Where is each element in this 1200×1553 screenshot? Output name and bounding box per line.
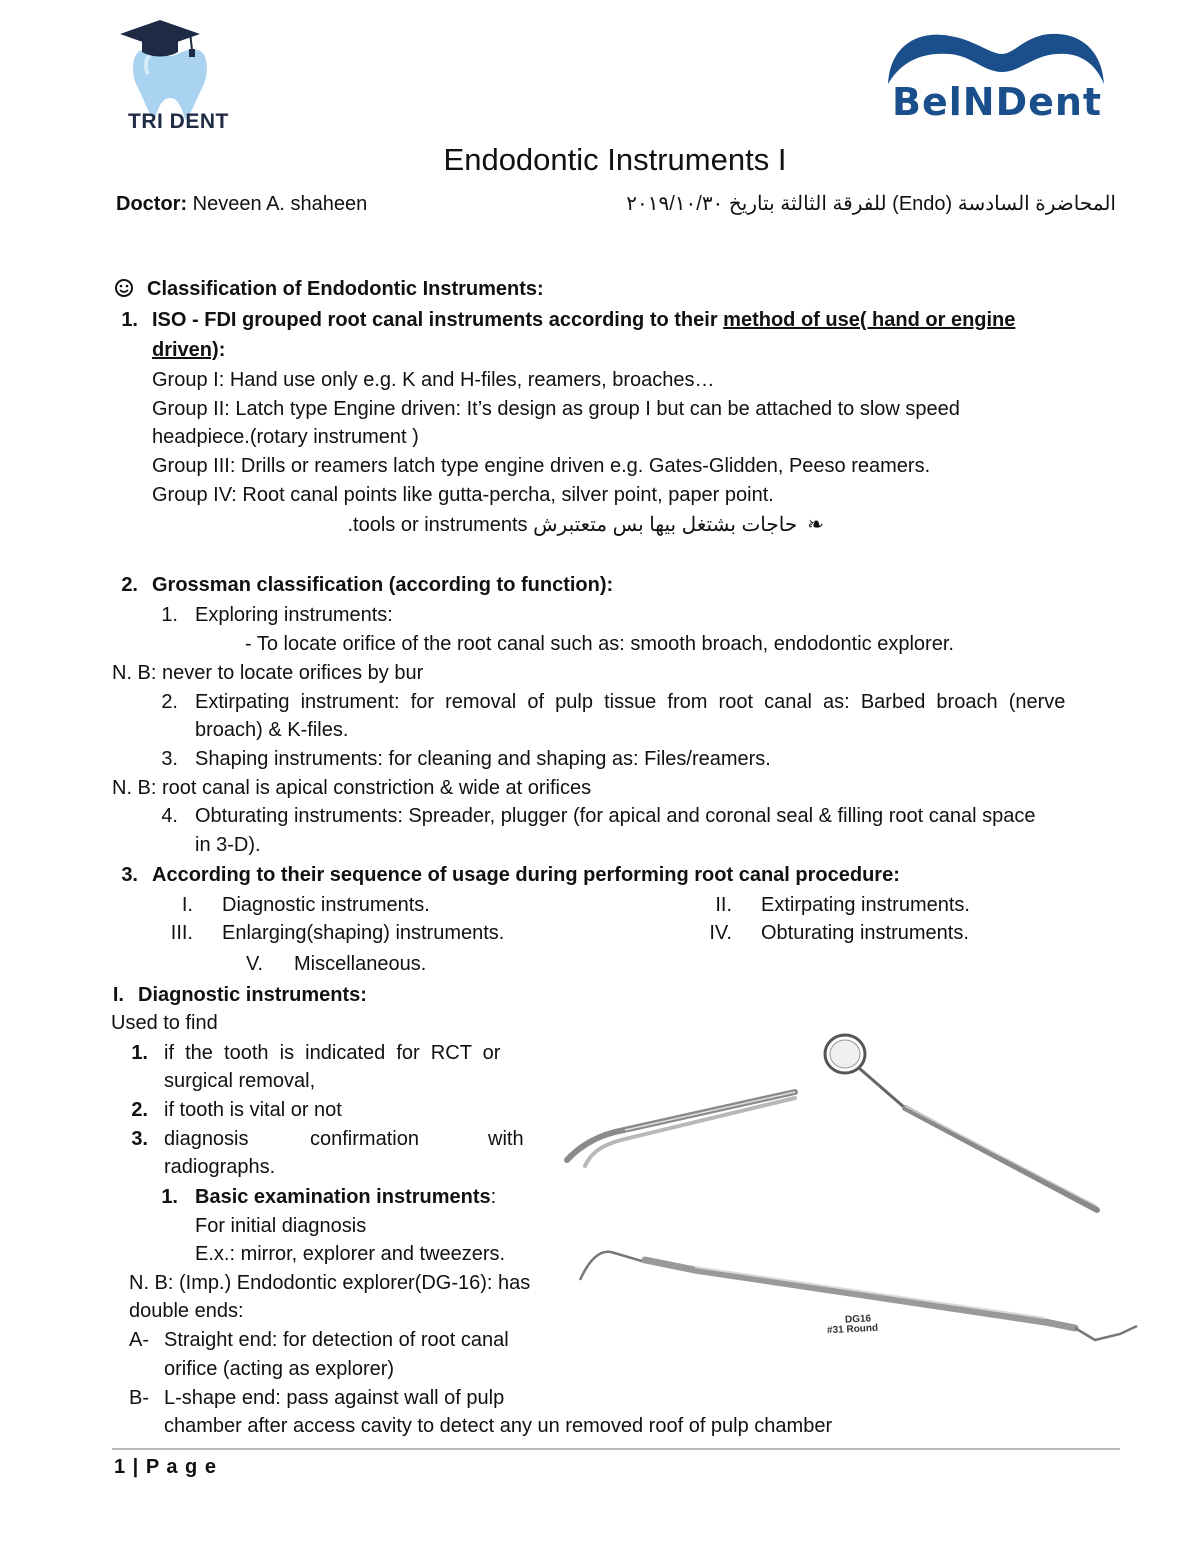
- b-label: B-: [129, 1387, 149, 1409]
- nb-note: N. B: root canal is apical constriction & wide at orifices: [112, 777, 592, 799]
- nb-explorer-line1: N. B: (Imp.) Endodontic explorer(DG-16): has: [129, 1272, 531, 1294]
- roman-number: III.: [170, 922, 193, 944]
- doctor-colon: :: [180, 193, 188, 215]
- diagnostic-item-line1: if tooth is vital or not: [164, 1099, 342, 1121]
- used-to-find: Used to find: [111, 1012, 218, 1034]
- iso-number: 1.: [121, 309, 138, 331]
- group-item: Group II: Latch type Engine driven: It’s design as group I but can be attached to slow speed: [152, 398, 960, 420]
- trident-logo-text: TRI DENT: [128, 110, 229, 133]
- smiley-bullet-icon: [114, 278, 134, 303]
- iso-text: ISO - FDI grouped root canal instruments according to their: [152, 309, 724, 331]
- extirpating-line1: Extirpating instrument: for removal of pulp tissue from root canal as: Barbed broach (nerve: [195, 691, 1066, 713]
- sequence-heading: According to their sequence of usage during performing root canal procedure:: [152, 864, 900, 886]
- exploring-instruments: Exploring instruments:: [195, 604, 393, 626]
- doctor-line: [116, 190, 367, 218]
- roman-number: IV.: [709, 922, 732, 944]
- page-footer: [114, 1456, 217, 1479]
- list-number: 4.: [161, 805, 178, 827]
- sequence-item: Obturating instruments.: [761, 922, 969, 944]
- explorer-label-line1: DG16: [844, 1313, 872, 1326]
- nb-explorer-line2: double ends:: [129, 1300, 244, 1322]
- classification-heading: Classification of Endodontic Instruments:: [147, 278, 544, 300]
- dental-mirror-icon: [815, 1028, 1105, 1218]
- belndent-logo-text: BelNDent: [892, 80, 1103, 124]
- list-number: 1.: [161, 604, 178, 626]
- b-line2: chamber after access cavity to detect any un removed roof of pulp chamber: [164, 1415, 833, 1437]
- diagnostic-item-line2: surgical removal,: [164, 1070, 316, 1092]
- basic-exam-line1: For initial diagnosis: [195, 1215, 367, 1237]
- a-line1: Straight end: for detection of root canal: [164, 1329, 509, 1351]
- arabic-header: المحاضرة السادسة (Endo) للفرقة الثالثة بتاريخ ٢٠١٩/١٠/٣٠: [626, 193, 1116, 215]
- sequence-item: Diagnostic instruments.: [222, 894, 430, 916]
- group-item: Group IV: Root canal points like gutta-percha, silver point, paper point.: [152, 484, 774, 506]
- basic-exam-heading: Basic examination instruments:: [195, 1186, 497, 1208]
- roman-number: I.: [181, 894, 193, 916]
- iso-heading-cont: [152, 336, 225, 364]
- diagnostic-item-line1: if the tooth is indicated for RCT or: [164, 1042, 501, 1064]
- shaping-instruments: Shaping instruments: for cleaning and shaping as: Files/reamers.: [195, 748, 771, 770]
- diagnostic-item-word: with: [488, 1128, 524, 1150]
- extirpating-line2: broach) & K-files.: [195, 719, 349, 741]
- b-line1: L-shape end: pass against wall of pulp: [164, 1387, 505, 1409]
- page-title: Endodontic Instruments I: [443, 142, 787, 177]
- page-number: 1: [114, 1456, 127, 1478]
- diagnostic-item-line2: radiographs.: [164, 1156, 276, 1178]
- iso-underlined-1: method of use( hand or engine: [723, 309, 1016, 331]
- list-number: 1.: [161, 1186, 178, 1208]
- explorer-label-line2: #31 Round: [826, 1322, 879, 1337]
- iso-colon: :: [218, 339, 226, 361]
- leaf-bullet-icon: ❧: [807, 514, 824, 536]
- explorer-image: [575, 1240, 1145, 1350]
- list-number: 3.: [131, 1128, 148, 1150]
- diagnostic-heading: Diagnostic instruments:: [138, 984, 367, 1006]
- list-number: 2.: [131, 1099, 148, 1121]
- list-number: 1.: [131, 1042, 148, 1064]
- diagnostic-item-word: confirmation: [310, 1128, 419, 1150]
- iso-heading: [152, 306, 1015, 334]
- basic-exam-line2: E.x.: mirror, explorer and tweezers.: [195, 1243, 506, 1265]
- nb-note: N. B: never to locate orifices by bur: [112, 662, 424, 684]
- group-item: headpiece.(rotary instrument ): [152, 426, 419, 448]
- tweezers-image: [555, 1080, 805, 1170]
- list-number: 2.: [161, 691, 178, 713]
- obturating-line1: Obturating instruments: Spreader, plugger (for apical and coronal seal & filling root canal space: [195, 805, 1036, 827]
- exploring-detail: - To locate orifice of the root canal such as: smooth broach, endodontic explorer.: [245, 633, 954, 655]
- sequence-item: Extirpating instruments.: [761, 894, 970, 916]
- roman-number: V.: [245, 953, 263, 975]
- mirror-image: [815, 1028, 1105, 1218]
- sequence-item: Miscellaneous.: [294, 953, 427, 975]
- arabic-note: ❧حاجات بشتغل بيها بس متعتبرش tools or instruments.: [347, 514, 824, 536]
- doctor-label: Doctor: [116, 193, 181, 215]
- page-separator: |: [126, 1456, 146, 1478]
- belndent-logo: [880, 24, 1110, 134]
- obturating-line2: in 3-D).: [195, 834, 261, 856]
- iso-underlined-2: driven): [152, 339, 219, 361]
- diagnostic-item-word: diagnosis: [164, 1128, 249, 1150]
- diagnostic-number: I.: [112, 984, 124, 1006]
- roman-number: II.: [715, 894, 732, 916]
- group-item: Group I: Hand use only e.g. K and H-files, reamers, broaches…: [152, 369, 715, 391]
- tridentlogo: [112, 12, 252, 137]
- a-label: A-: [129, 1329, 149, 1351]
- sequence-item: Enlarging(shaping) instruments.: [222, 922, 505, 944]
- grossman-heading: Grossman classification (according to function):: [152, 574, 614, 596]
- footer-divider: [112, 1448, 1120, 1450]
- list-number: 3.: [161, 748, 178, 770]
- doctor-name: Neveen A. shaheen: [187, 193, 368, 215]
- a-line2: orifice (acting as explorer): [164, 1358, 395, 1380]
- page-word: P a g e: [145, 1456, 217, 1478]
- group-item: Group III: Drills or reamers latch type engine driven e.g. Gates-Glidden, Peeso reamers.: [152, 455, 931, 477]
- tweezers-icon: [555, 1080, 805, 1170]
- grossman-number: 2.: [121, 574, 138, 596]
- sequence-number: 3.: [121, 864, 138, 886]
